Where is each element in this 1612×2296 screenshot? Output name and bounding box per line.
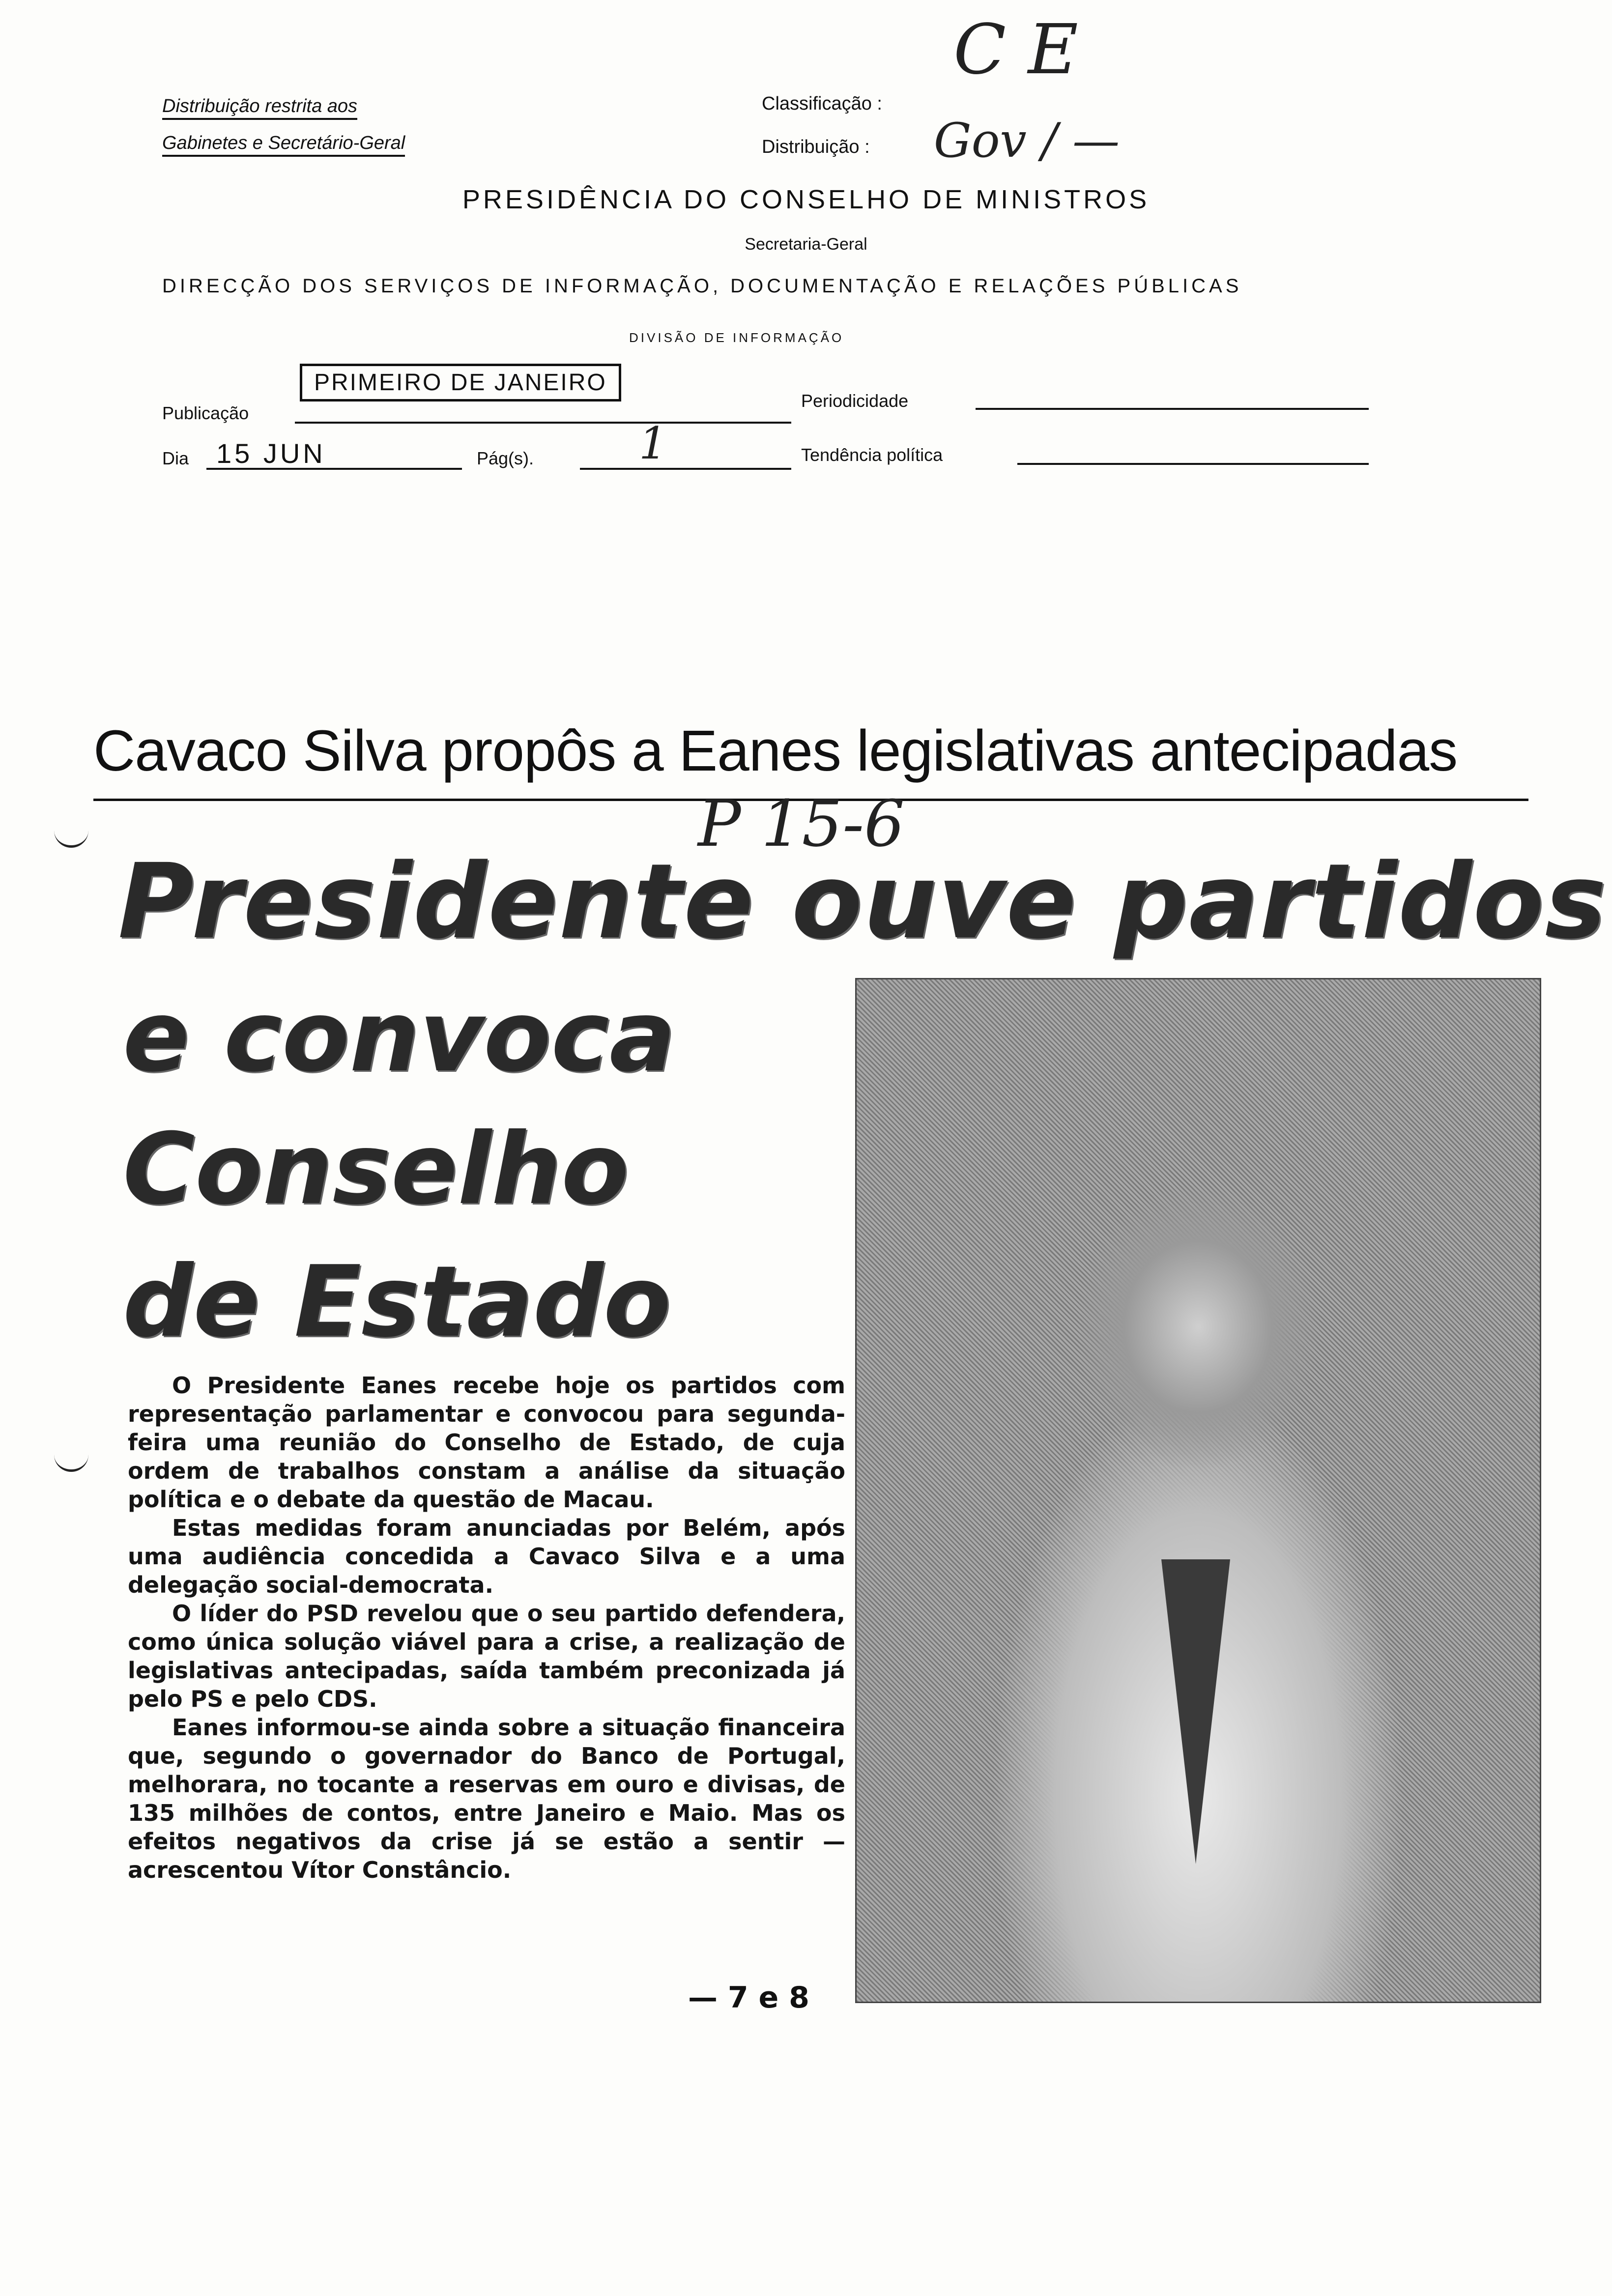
periodicity-label: Periodicidade [801, 391, 909, 411]
pages-value: 1 [639, 418, 667, 469]
handwritten-reference: P 15-6 [698, 786, 905, 861]
org-title: PRESIDÊNCIA DO CONSELHO DE MINISTROS [462, 185, 1150, 214]
distribution-note [162, 96, 405, 157]
headline-line-1: Presidente ouve partidos [118, 841, 1608, 962]
publication-stamp: PRIMEIRO DE JANEIRO [300, 364, 621, 402]
pages-rule [580, 468, 791, 470]
eanes-photo [855, 978, 1541, 2003]
division: DIVISÃO DE INFORMAÇÃO [629, 330, 844, 345]
headline-line-4: de Estado [123, 1245, 671, 1359]
continuation-note: — 7 e 8 [688, 1980, 809, 2015]
article-body [128, 1371, 845, 1884]
article-paragraph: O Presidente Eanes recebe hoje os partidos com representação parlamentar e convocou para segunda-feira uma reunião do Conselho de Estado, de cuja ordem de trabalhos constam a análise da situação política e o debate da questão de Macau. [128, 1372, 845, 1513]
distribution-label: Distribuição : [762, 137, 870, 157]
directorate: DIRECÇÃO DOS SERVIÇOS DE INFORMAÇÃO, DOCUMENTAÇÃO E RELAÇÕES PÚBLICAS [162, 275, 1242, 297]
classification-label: Classificação : [762, 93, 882, 114]
day-value: 15 JUN [216, 438, 326, 469]
handwritten-distribution: Gov / — [934, 113, 1120, 168]
political-tendency-label: Tendência política [801, 445, 943, 465]
photo-tie [1161, 1559, 1230, 1864]
publication-rule [295, 422, 791, 424]
headline-line-2: e convoca [123, 979, 676, 1094]
political-tendency-rule [1017, 463, 1369, 465]
publication-label: Publicação [162, 403, 249, 423]
article-kicker: Cavaco Silva propôs a Eanes legislativas antecipadas [93, 718, 1458, 783]
distribution-line-1: Distribuição restrita aos [162, 96, 357, 120]
periodicity-rule [976, 408, 1369, 410]
headline-line-3: Conselho [123, 1112, 629, 1227]
org-subtitle: Secretaria-Geral [745, 235, 867, 254]
article-paragraph: O líder do PSD revelou que o seu partido defendera, como única solução viável para a crise, a realização de legislativas antecipadas, saída também preconizada já pelo PS e pelo CDS. [128, 1600, 845, 1712]
day-label: Dia [162, 448, 189, 468]
article-paragraph: Estas medidas foram anunciadas por Belém, após uma audiência concedida a Cavaco Silva e a uma delegação social-democrata. [128, 1515, 845, 1598]
margin-mark [54, 826, 88, 848]
margin-mark [54, 1450, 88, 1472]
pages-label: Pág(s). [477, 448, 534, 468]
distribution-line-2: Gabinetes e Secretário-Geral [162, 133, 405, 157]
handwritten-top: C E [953, 10, 1078, 90]
article-paragraph: Eanes informou-se ainda sobre a situação financeira que, segundo o governador do Banco de Portugal, melhorara, no tocante a reservas em ouro e divisas, de 135 milhões de contos, entre Janeiro e Maio. Mas os efeitos negativos da crise já se estão a sentir — acrescentou Vítor Constâncio. [128, 1714, 845, 1883]
